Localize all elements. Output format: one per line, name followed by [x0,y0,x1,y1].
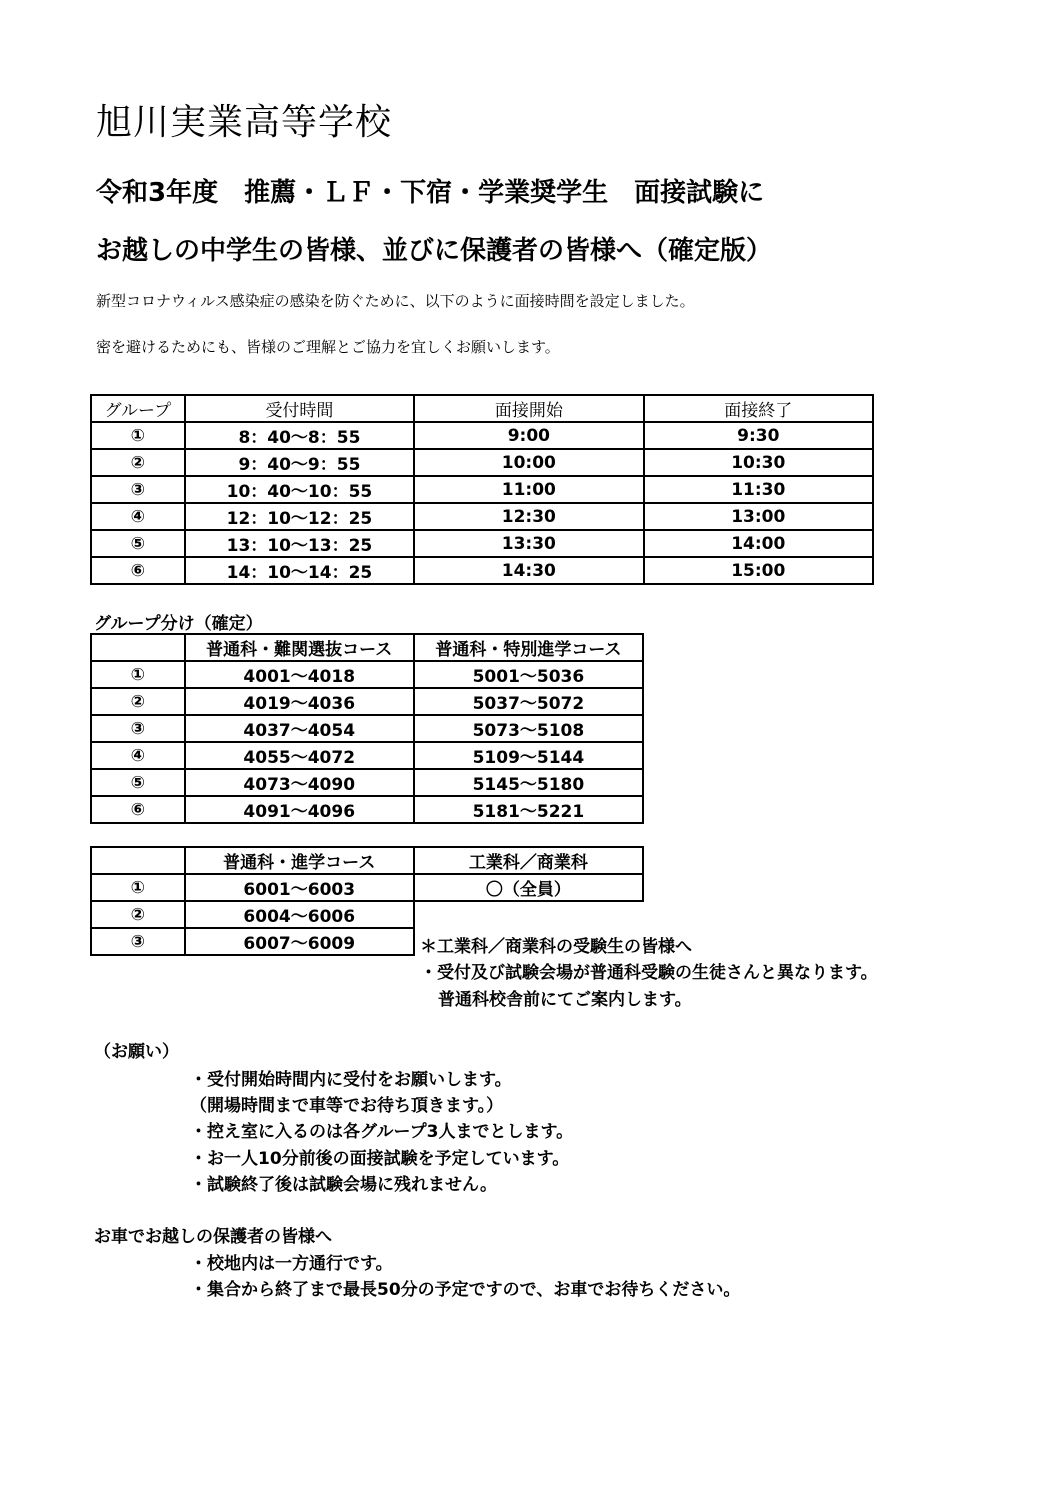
table-cell: ② [91,901,185,928]
table-row [91,449,873,476]
table-row [91,503,873,530]
table-cell: ④ [91,742,185,769]
table-cell: ① [91,661,185,688]
table-row [91,769,643,796]
school-name: 旭川実業高等学校 [96,102,393,143]
table-cell: 5109～5144 [414,742,643,769]
table-cell: 4055～4072 [185,742,414,769]
table-cell: ③ [91,476,185,503]
request-item: ・お一人10分前後の面接試験を予定しています。 [190,1149,570,1169]
table-cell: 11:00 [414,476,643,503]
table-cell: 11:30 [644,476,873,503]
industrial-note-line-2: 普通科校舎前にてご案内します。 [438,990,692,1010]
table-cell: 13：10～13：25 [185,530,414,557]
table-row [91,530,873,557]
request-item: ・受付開始時間内に受付をお願いします。 [190,1070,512,1090]
table-cell: ⑤ [91,769,185,796]
table-cell: ④ [91,503,185,530]
table-cell: 5145～5180 [414,769,643,796]
table-cell: 4037～4054 [185,715,414,742]
car-title: お車でお越しの保護者の皆様へ [94,1227,332,1247]
industrial-note-line-1: ・受付及び試験会場が普通科受験の生徒さんと異なります。 [420,963,878,983]
schedule-header: 面接開始 [414,395,643,422]
table-cell: ⑥ [91,557,185,584]
table-cell: ⑥ [91,796,185,823]
table-cell: 4019～4036 [185,688,414,715]
table-cell: 6001～6003 [185,874,414,901]
grouping2-header: 工業科／商業科 [414,847,643,874]
table-cell: 8：40～8：55 [185,422,414,449]
table-row [91,715,643,742]
table-cell: 5001～5036 [414,661,643,688]
table-cell: 5037～5072 [414,688,643,715]
table-cell: 4091～4096 [185,796,414,823]
table-cell: 13:30 [414,530,643,557]
request-item: ・控え室に入るのは各グループ3人までとします。 [190,1122,574,1142]
table-cell: 4001～4018 [185,661,414,688]
car-item: ・校地内は一方通行です。 [190,1254,393,1274]
grouping-table [90,633,644,824]
table-cell: 10:00 [414,449,643,476]
table-cell: 10：40～10：55 [185,476,414,503]
table-row [91,557,873,584]
intro-line-2: 密を避けるためにも、皆様のご理解とご協力を宜しくお願いします。 [96,338,560,356]
table-cell: 9：40～9：55 [185,449,414,476]
table-cell: 12:30 [414,503,643,530]
grouping-header: 普通科・難関選抜コース [185,634,414,661]
grouping-header [91,634,185,661]
grouping2-header-row [91,847,643,874]
table-row [91,796,643,823]
table-cell: ① [91,422,185,449]
heading-line-1: 令和3年度 推薦・ＬＦ・下宿・学業奨学生 面接試験に [96,178,765,208]
table-cell: ③ [91,715,185,742]
schedule-header: 受付時間 [185,395,414,422]
heading-line-2: お越しの中学生の皆様、並びに保護者の皆様へ（確定版） [96,236,773,266]
table-cell: 〇（全員） [414,874,643,901]
schedule-header: 面接終了 [644,395,873,422]
table-cell: ② [91,449,185,476]
grouping2-header: 普通科・進学コース [185,847,414,874]
table-row [91,874,643,901]
requests-title: （お願い） [94,1042,179,1062]
intro-line-1: 新型コロナウィルス感染症の感染を防ぐために、以下のように面接時間を設定しました。 [96,292,695,310]
table-row [91,742,643,769]
table-cell: ① [91,874,185,901]
table-cell: ② [91,688,185,715]
table-cell: 12：10～12：25 [185,503,414,530]
grouping2-header [91,847,185,874]
table-cell: 14:00 [644,530,873,557]
grouping-header-row [91,634,643,661]
request-item: ・試験終了後は試験会場に残れません。 [190,1175,498,1195]
table-cell: 15:00 [644,557,873,584]
grouping-title: グループ分け（確定） [94,614,263,634]
table-cell: 13:00 [644,503,873,530]
table-cell: ⑤ [91,530,185,557]
car-item: ・集合から終了まで最長50分の予定ですので、お車でお待ちください。 [190,1280,741,1300]
table-row [91,688,643,715]
industrial-note-title: ＊工業科／商業科の受験生の皆様へ [420,937,692,957]
schedule-table [90,394,874,585]
table-cell: 9:00 [414,422,643,449]
table-row [91,661,643,688]
table-cell: 6004～6006 [185,901,414,928]
table-cell: 5073～5108 [414,715,643,742]
table-cell: 14:30 [414,557,643,584]
table-cell: 6007～6009 [185,928,414,955]
table-row [91,476,873,503]
table-cell: ③ [91,928,185,955]
table-row [91,422,873,449]
table-cell: 5181～5221 [414,796,643,823]
schedule-header: グループ [91,395,185,422]
grouping-header: 普通科・特別進学コース [414,634,643,661]
table-cell: 10:30 [644,449,873,476]
table-row [91,901,643,928]
table-cell: 9:30 [644,422,873,449]
table-cell: 4073～4090 [185,769,414,796]
schedule-header-row [91,395,873,422]
empty-cell [414,901,643,928]
table-cell: 14：10～14：25 [185,557,414,584]
request-item: （開場時間まで車等でお待ち頂きます。） [190,1096,504,1116]
